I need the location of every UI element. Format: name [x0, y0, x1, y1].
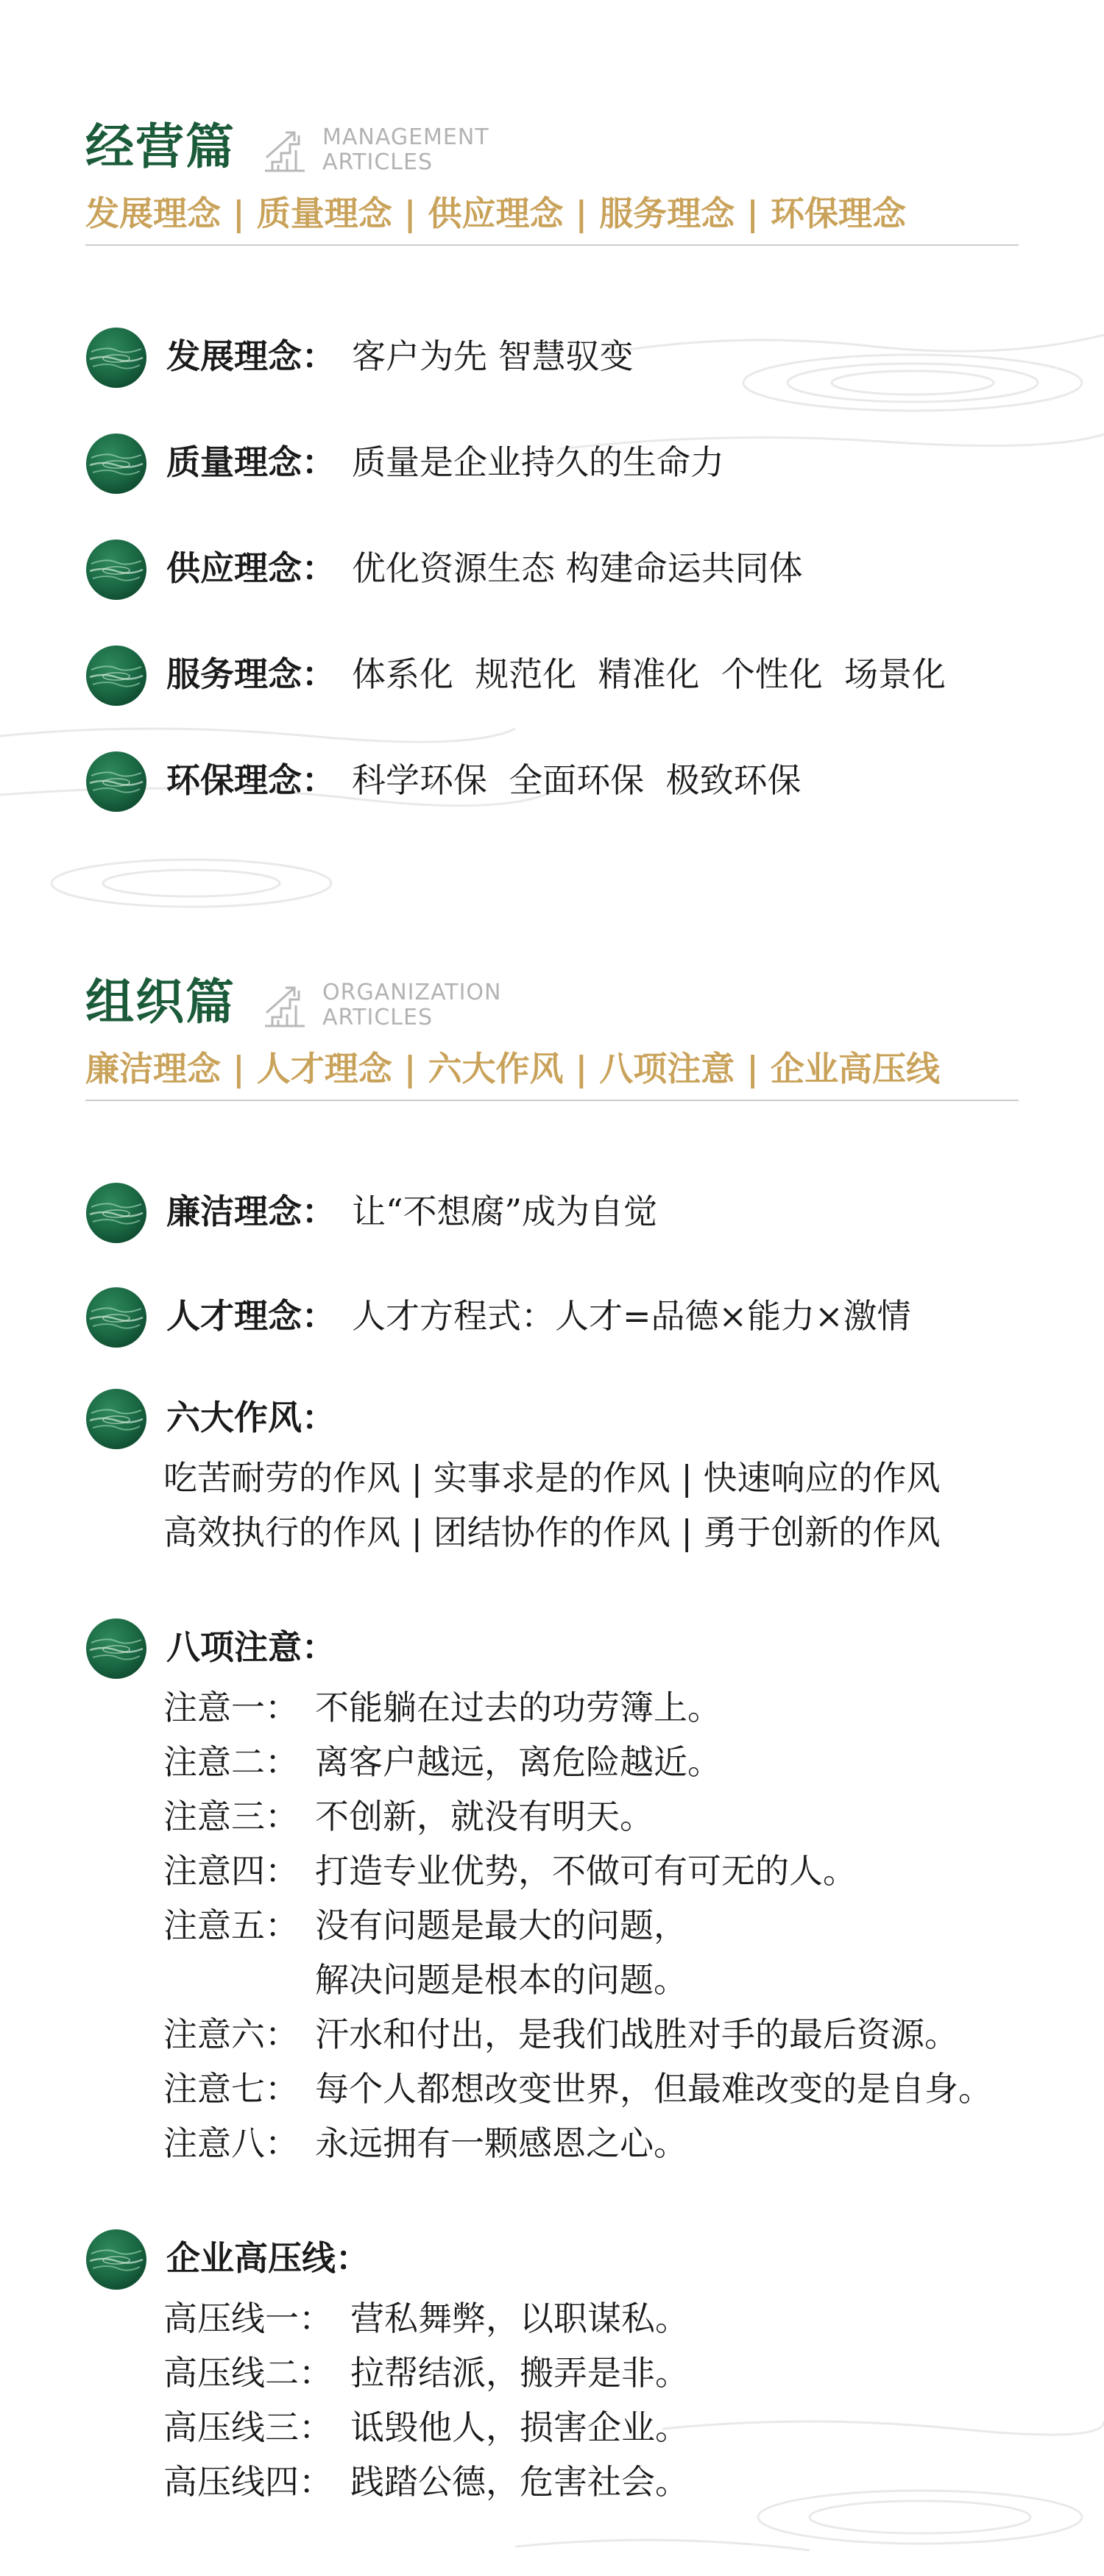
note-text: 解决问题是根本的问题。: [315, 1960, 687, 2000]
green-disc-icon: [85, 1388, 147, 1450]
green-disc-icon: [85, 539, 147, 601]
note-key: 注意六：: [163, 2014, 299, 2054]
business-section: 经营篇 MANAGEMENT ARTICLES 发展理念 | 质量理念 | 供应理念 | 服务理念 | 环保理念 发展理念： 客户为先 智慧驭变 质量理念： 质量是企业持久的生命力 供应理念： 优化资源生态 构建命运共同体 服务理念： 体系化 规范化 精准化 个性化 场景化 环保理念： 科学环保 全面环保 极致环保: [85, 122, 1019, 814]
styles-line: 高效执行的作风 | 团结协作的作风 | 勇于创新的作风: [163, 1512, 941, 1552]
note-text: 离客户越远，离危险越近。: [315, 1742, 721, 1782]
note-key: 注意一：: [163, 1688, 299, 1727]
note-text: 没有问题是最大的问题，: [315, 1906, 687, 1945]
green-disc-icon: [85, 1618, 147, 1680]
note-key: 注意八：: [163, 2123, 299, 2163]
note-text: 汗水和付出，是我们战胜对手的最后资源。: [315, 2014, 958, 2054]
green-disc-icon: [85, 645, 147, 707]
styles-line: 吃苦耐劳的作风 | 实事求是的作风 | 快速响应的作风: [163, 1458, 941, 1498]
section-subtitle: 廉洁理念 | 人才理念 | 六大作风 | 八项注意 | 企业高压线: [85, 1049, 941, 1089]
stairs-arrow-icon: [262, 128, 308, 174]
section-divider: [85, 1100, 1019, 1101]
section-title: 组织篇: [85, 973, 236, 1030]
note-text: 不能躺在过去的功劳簿上。: [315, 1688, 721, 1727]
note-text: 永远拥有一颗感恩之心。: [315, 2123, 687, 2163]
note-key: 注意二：: [163, 1742, 299, 1782]
note-text: 不创新，就没有明天。: [315, 1797, 654, 1836]
redline-key: 高压线一：: [163, 2299, 333, 2338]
section-english-title: MANAGEMENT ARTICLES: [322, 124, 489, 175]
organization-section: 组织篇 ORGANIZATION ARTICLES 廉洁理念 | 人才理念 | 六大作风 | 八项注意 | 企业高压线 廉洁理念： 让“不想腐”成为自觉 人才理念： 人才方程式：人才=品德×能力×激情 六大作风： 吃苦耐劳的作风 | 实事求是的作风 | 快速响应的作风 高效执行的作风 | 团结协作的作风 | 勇于创新的作风 八项注意： 注意一： 不能躺在过去的功劳簿上。 注意二： 离客户越远，离危险越近。 注意三： 不创新，就没有明天。 注意四： 打造专业优势，不做可有可无的人。 注意五： 没有问题是最大的问题， 解决问题是根本的问题。 注意六： 汗水和付出，是我们战胜对手的最后资源。 注意七： 每个人都想改变世界，但最难改变的是自身。 注意八： 永远拥有一颗感恩之心。 企业高压线： 高压线一： 营私舞弊，以职谋私。 高压线二： 拉帮结派，搬弄是非。 高压线三： 诋毁他人，损害企业。 高压线四： 践踏公德，危害社会。: [85, 977, 1019, 2523]
green-disc-icon: [85, 2229, 147, 2290]
note-key: 注意五：: [163, 1906, 299, 1945]
note-key: 注意四：: [163, 1851, 299, 1891]
redline-key: 高压线二：: [163, 2353, 333, 2393]
note-text: 打造专业优势，不做可有可无的人。: [315, 1851, 857, 1891]
green-disc-icon: [85, 1182, 147, 1244]
green-disc-icon: [85, 1287, 147, 1348]
note-text: 每个人都想改变世界，但最难改变的是自身。: [315, 2069, 992, 2109]
section-divider: [85, 244, 1019, 246]
redline-key: 高压线四：: [163, 2462, 333, 2502]
note-key: 注意三：: [163, 1797, 299, 1836]
section-english-title: ORGANIZATION ARTICLES: [322, 980, 502, 1030]
redline-text: 践踏公德，危害社会。: [350, 2462, 689, 2502]
green-disc-icon: [85, 433, 147, 495]
green-disc-icon: [85, 751, 147, 813]
note-key: 注意七：: [163, 2069, 299, 2109]
redline-text: 诋毁他人，损害企业。: [350, 2407, 689, 2447]
section-subtitle: 发展理念 | 质量理念 | 供应理念 | 服务理念 | 环保理念: [85, 194, 907, 233]
redline-text: 拉帮结派，搬弄是非。: [350, 2353, 689, 2393]
redline-key: 高压线三：: [163, 2407, 333, 2447]
section-title: 经营篇: [85, 118, 236, 175]
redline-text: 营私舞弊，以职谋私。: [350, 2299, 689, 2338]
green-disc-icon: [85, 327, 147, 389]
stairs-arrow-icon: [262, 983, 308, 1029]
